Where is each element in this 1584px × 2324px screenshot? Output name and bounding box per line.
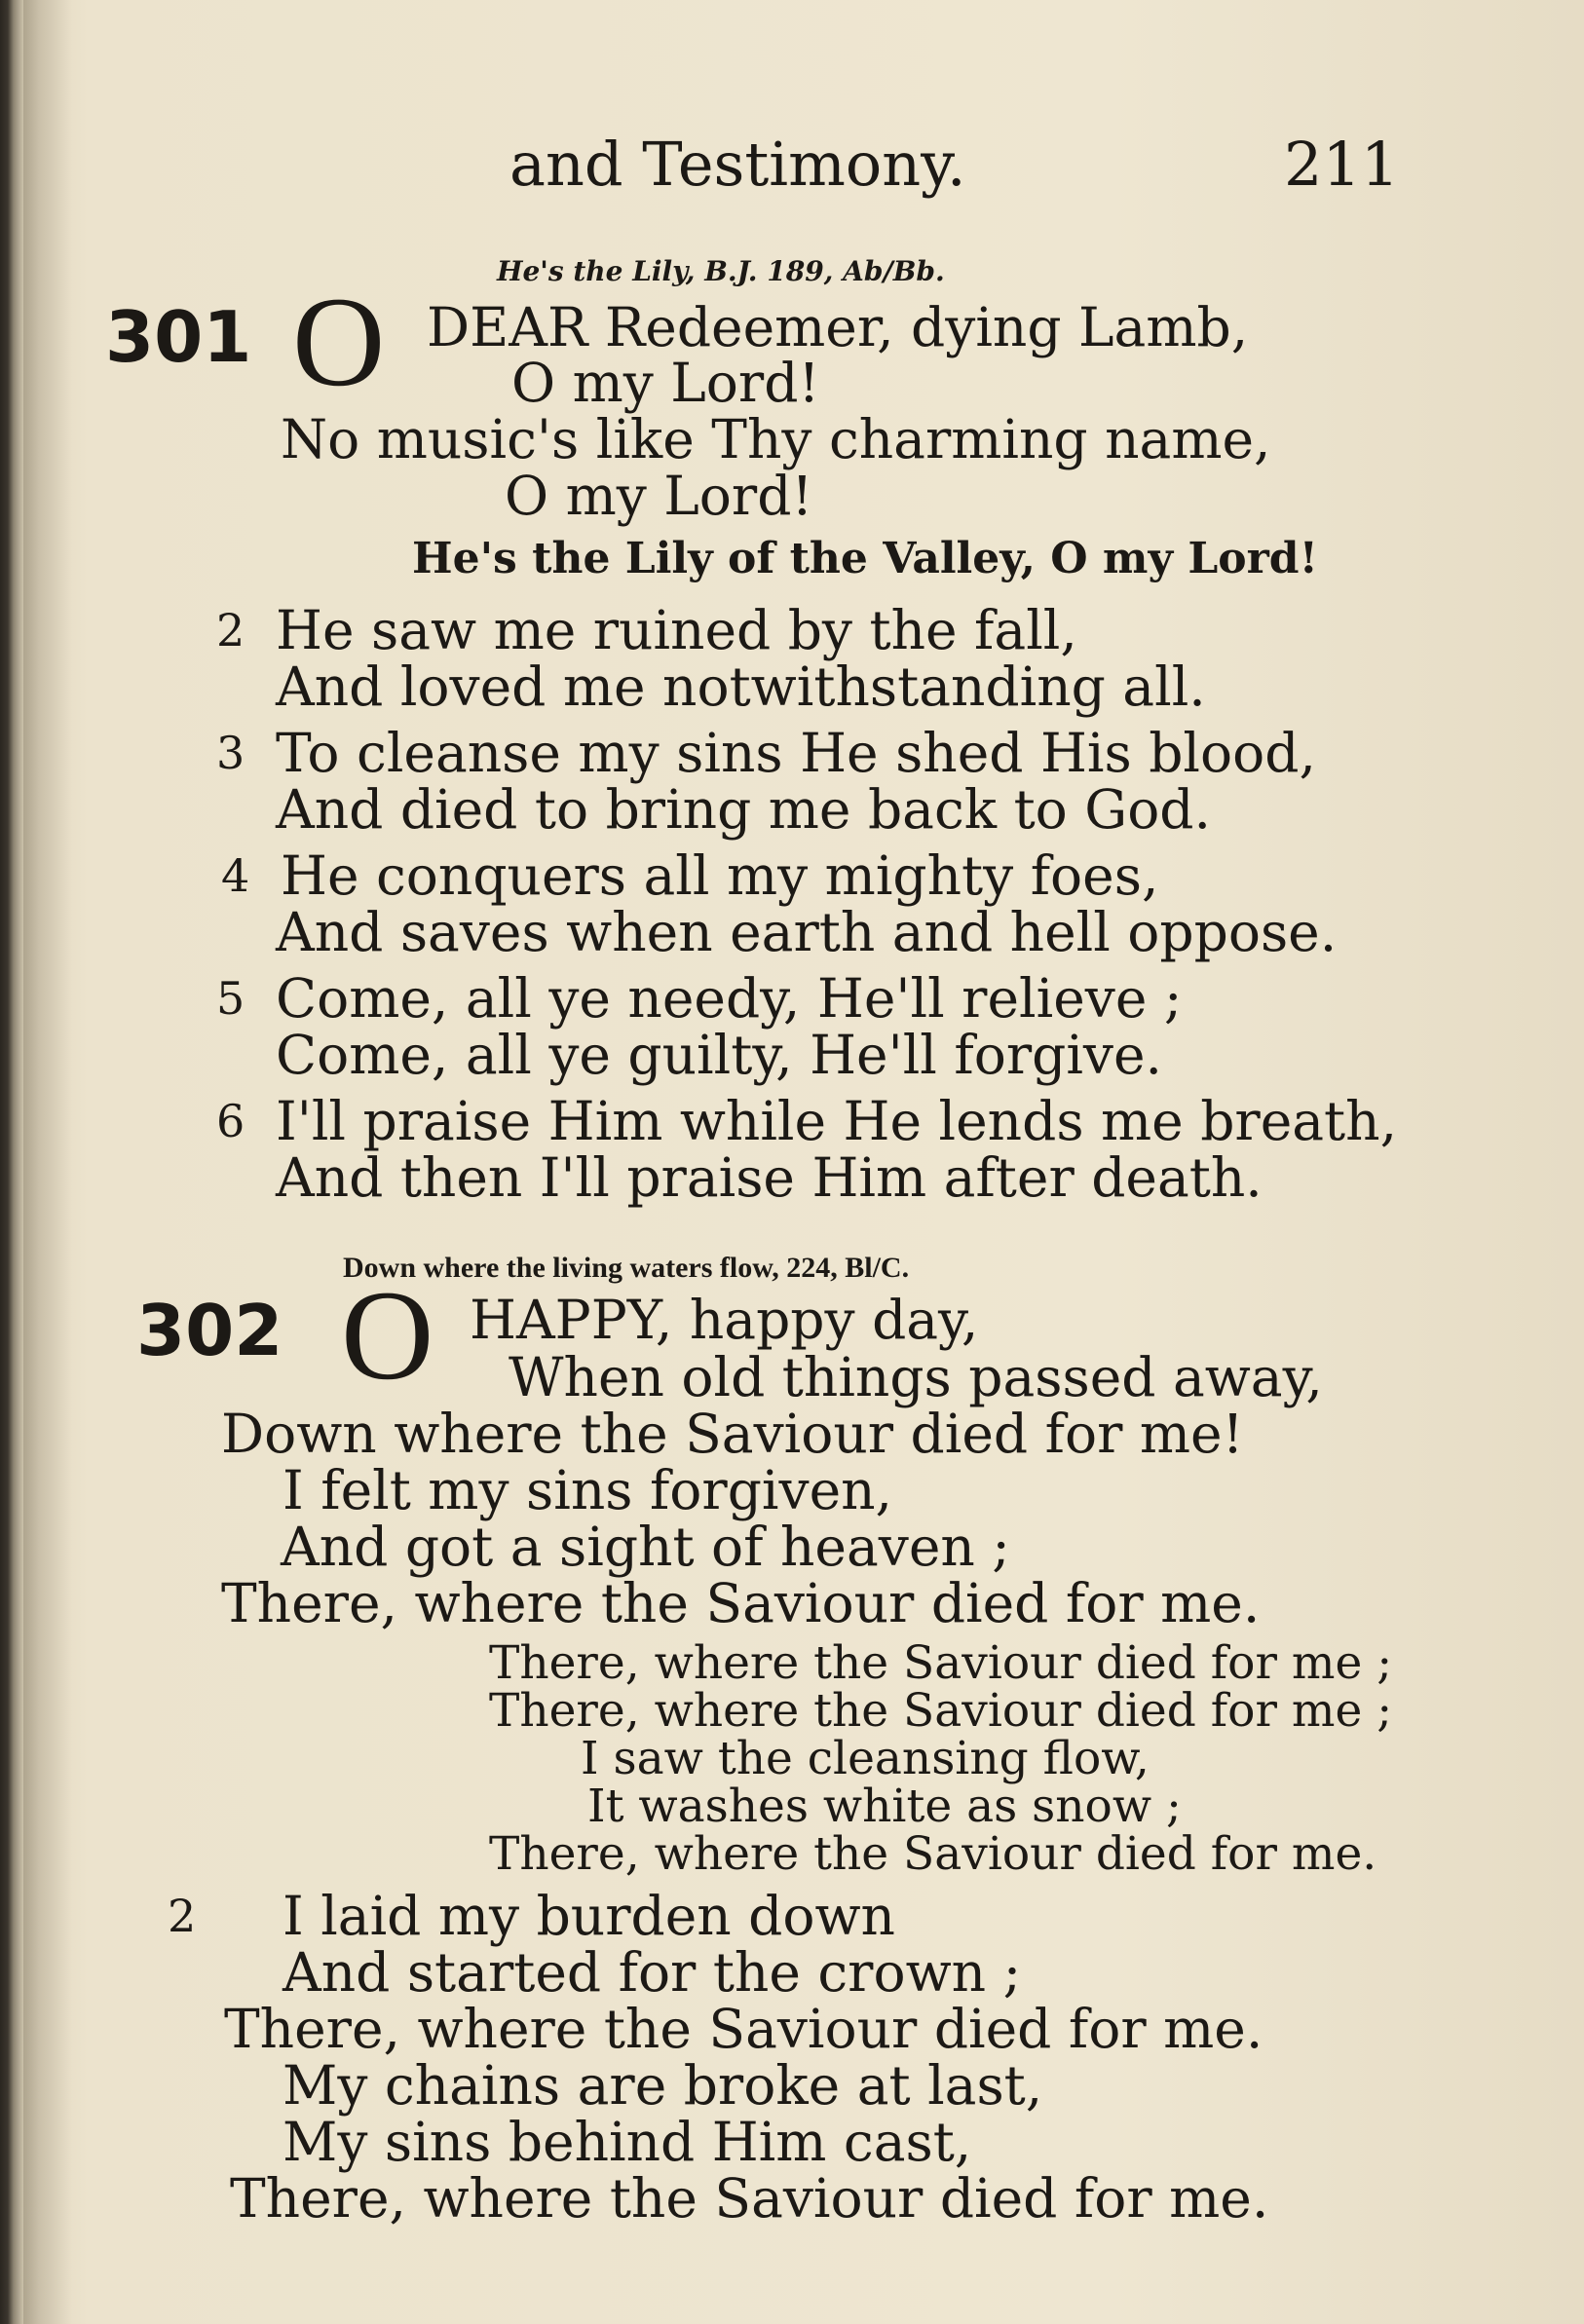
verse-number: 2 xyxy=(168,1890,197,1942)
drop-cap-302: O xyxy=(341,1263,434,1406)
verse-line: To cleanse my sins He shed His blood, xyxy=(276,722,1316,784)
verse-number: 2 xyxy=(216,604,245,656)
refrain-line: There, where the Saviour died for me. xyxy=(489,1827,1377,1881)
hymn-302-line-3: Down where the Saviour died for me! xyxy=(221,1403,1244,1465)
verse-number: 4 xyxy=(221,849,250,902)
verse-line: I'll praise Him while He lends me breath, xyxy=(276,1090,1398,1152)
running-title: and Testimony. xyxy=(509,129,966,200)
hymn-302-line-5: And got a sight of heaven ; xyxy=(281,1516,1010,1578)
verse-line: He conquers all my mighty foes, xyxy=(281,844,1159,907)
page-gutter xyxy=(23,0,72,2324)
verse-line: And loved me notwithstanding all. xyxy=(276,656,1206,718)
verse-line: And started for the crown ; xyxy=(283,1941,1022,2004)
hymn-number-302: 302 xyxy=(136,1290,283,1371)
page-number: 211 xyxy=(1284,129,1400,200)
verse-line: There, where the Saviour died for me. xyxy=(230,2167,1269,2230)
verse-line: I laid my burden down xyxy=(283,1885,895,1947)
hymn-302-line-4: I felt my sins forgiven, xyxy=(283,1459,893,1521)
verse-line: My chains are broke at last, xyxy=(283,2054,1043,2117)
drop-cap-301: O xyxy=(292,270,386,413)
verse-line: My sins behind Him cast, xyxy=(283,2111,972,2173)
hymn-302-line-1: HAPPY, happy day, xyxy=(470,1289,979,1351)
hymn-302-line-6: There, where the Saviour died for me. xyxy=(221,1572,1261,1634)
hymn-301-line-1: DEAR Redeemer, dying Lamb, xyxy=(427,296,1249,358)
verse-line: He saw me ruined by the fall, xyxy=(276,599,1077,661)
verse-line: And then I'll praise Him after death. xyxy=(276,1146,1263,1209)
refrain-line: I saw the cleansing flow, xyxy=(581,1732,1150,1785)
hymn-301-line-3: No music's like Thy charming name, xyxy=(281,408,1271,470)
verse-line: Come, all ye needy, He'll relieve ; xyxy=(276,967,1183,1030)
verse-number: 3 xyxy=(216,727,245,779)
refrain-line: There, where the Saviour died for me ; xyxy=(489,1636,1393,1690)
tune-reference-301: He's the Lily, B.J. 189, Ab/Bb. xyxy=(497,255,945,287)
hymn-301-line-2: O my Lord! xyxy=(511,352,820,414)
hymn-number-301: 301 xyxy=(105,296,252,378)
refrain-line: It washes white as snow ; xyxy=(587,1780,1182,1833)
hymn-301-line-4: O my Lord! xyxy=(505,465,813,527)
verse-line: There, where the Saviour died for me. xyxy=(224,1998,1263,2060)
hymn-301-chorus: He's the Lily of the Valley, O my Lord! xyxy=(412,534,1318,583)
verse-line: And saves when earth and hell oppose. xyxy=(276,901,1338,963)
verse-number: 6 xyxy=(216,1095,245,1147)
verse-number: 5 xyxy=(216,972,245,1025)
refrain-line: There, where the Saviour died for me ; xyxy=(489,1684,1393,1738)
tune-reference-302: Down where the living waters flow, 224, Bl/C. xyxy=(343,1252,910,1284)
verse-line: Come, all ye guilty, He'll forgive. xyxy=(276,1024,1163,1086)
hymn-302-line-2: When old things passed away, xyxy=(509,1346,1323,1408)
verse-line: And died to bring me back to God. xyxy=(276,778,1212,841)
